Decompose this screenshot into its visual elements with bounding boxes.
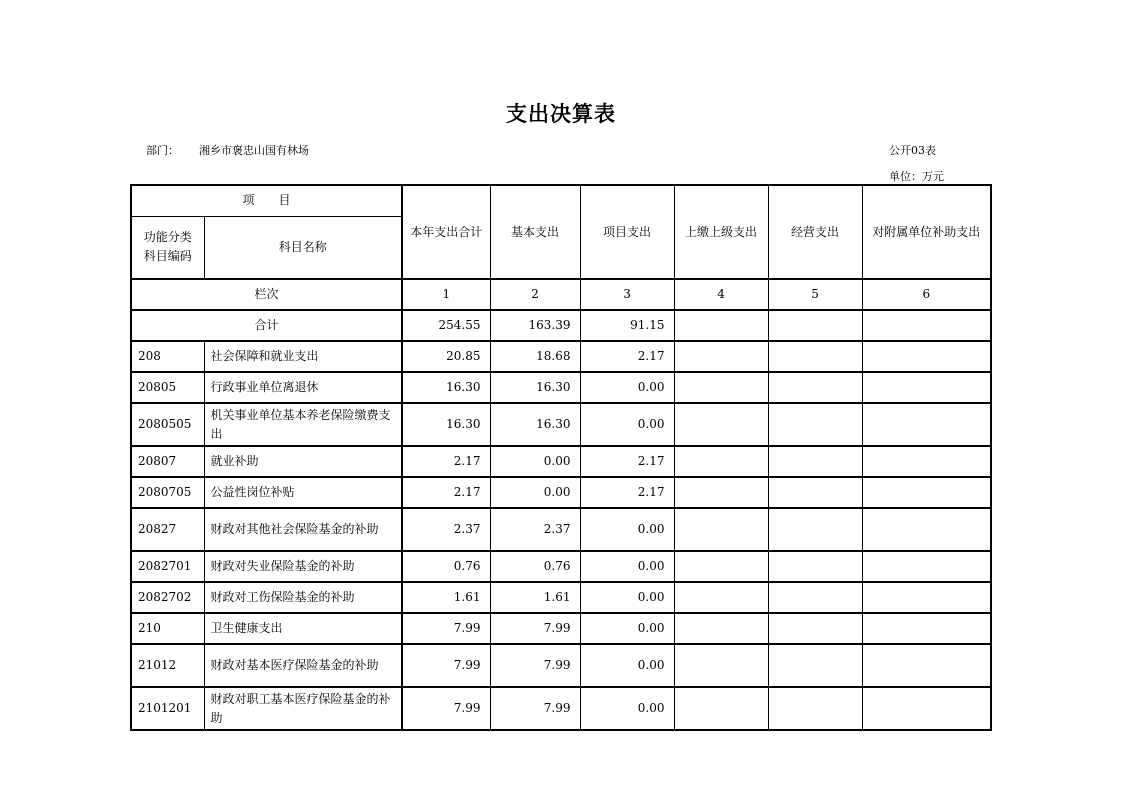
row-value-cell	[862, 403, 991, 446]
table-row	[131, 508, 991, 551]
header-subject-name: 科目名称	[204, 216, 402, 279]
row-value-cell	[768, 508, 862, 551]
table-row	[131, 613, 991, 644]
row-value-cell	[674, 687, 768, 730]
row-value-cell: 7.99	[402, 644, 490, 687]
row-value-cell	[674, 582, 768, 613]
row-subject-name: 财政对基本医疗保险基金的补助	[204, 644, 402, 687]
row-value-cell	[862, 477, 991, 508]
department-name: 湘乡市褒忠山国有林场	[199, 144, 309, 157]
header-operating: 经营支出	[768, 185, 862, 279]
row-value-cell: 16.30	[490, 403, 580, 446]
row-value-cell: 7.99	[490, 644, 580, 687]
row-value-cell: 7.99	[490, 687, 580, 730]
row-value-cell	[862, 644, 991, 687]
row-code: 2080505	[131, 403, 204, 446]
table-row	[131, 446, 991, 477]
row-value-cell: 1.61	[402, 582, 490, 613]
row-subject-name: 财政对失业保险基金的补助	[204, 551, 402, 582]
row-value-cell	[768, 372, 862, 403]
row-value-cell: 1.61	[490, 582, 580, 613]
row-value-cell: 2.37	[402, 508, 490, 551]
row-value-cell: 16.30	[490, 372, 580, 403]
row-subject-name: 财政对工伤保险基金的补助	[204, 582, 402, 613]
total-cell: 163.39	[490, 310, 580, 341]
row-subject-name: 社会保障和就业支出	[204, 341, 402, 372]
column-index: 4	[674, 279, 768, 310]
column-index: 3	[580, 279, 674, 310]
row-value-cell	[862, 551, 991, 582]
row-value-cell: 2.17	[402, 446, 490, 477]
row-value-cell	[862, 508, 991, 551]
row-value-cell: 16.30	[402, 403, 490, 446]
row-value-cell	[674, 341, 768, 372]
table-row	[131, 403, 991, 446]
row-subject-name: 行政事业单位离退休	[204, 372, 402, 403]
row-code: 2080705	[131, 477, 204, 508]
column-index: 2	[490, 279, 580, 310]
row-value-cell	[674, 446, 768, 477]
row-code: 20805	[131, 372, 204, 403]
row-value-cell: 16.30	[402, 372, 490, 403]
row-value-cell: 2.17	[402, 477, 490, 508]
total-cell	[768, 310, 862, 341]
row-value-cell: 7.99	[402, 687, 490, 730]
row-value-cell	[862, 582, 991, 613]
header-upper-payment: 上缴上级支出	[674, 185, 768, 279]
table-row	[131, 477, 991, 508]
header-project-expenditure: 项目支出	[580, 185, 674, 279]
row-value-cell: 18.68	[490, 341, 580, 372]
column-index: 6	[862, 279, 991, 310]
table-row	[131, 372, 991, 403]
expenditure-table	[130, 184, 992, 731]
row-value-cell	[768, 582, 862, 613]
row-value-cell	[674, 551, 768, 582]
row-code: 2101201	[131, 687, 204, 730]
total-cell	[674, 310, 768, 341]
row-value-cell	[674, 644, 768, 687]
row-value-cell: 0.00	[490, 446, 580, 477]
row-value-cell	[862, 372, 991, 403]
table-row	[131, 644, 991, 687]
row-code: 21012	[131, 644, 204, 687]
row-code: 2082701	[131, 551, 204, 582]
row-code: 208	[131, 341, 204, 372]
header-total: 本年支出合计	[402, 185, 490, 279]
total-cell: 91.15	[580, 310, 674, 341]
row-value-cell: 0.00	[580, 613, 674, 644]
row-value-cell: 0.00	[580, 551, 674, 582]
table-row	[131, 341, 991, 372]
row-value-cell: 2.37	[490, 508, 580, 551]
row-subject-name: 机关事业单位基本养老保险缴费支出	[204, 403, 402, 446]
row-value-cell	[674, 508, 768, 551]
unit-label: 单位：万元	[889, 170, 944, 183]
row-code: 20827	[131, 508, 204, 551]
row-value-cell	[862, 446, 991, 477]
row-value-cell: 2.17	[580, 341, 674, 372]
row-subject-name: 就业补助	[204, 446, 402, 477]
total-cell: 254.55	[402, 310, 490, 341]
table-row	[131, 687, 991, 730]
header-subsidy: 对附属单位补助支出	[862, 185, 991, 279]
column-index: 1	[402, 279, 490, 310]
header-basic: 基本支出	[490, 185, 580, 279]
row-value-cell: 20.85	[402, 341, 490, 372]
row-value-cell	[768, 687, 862, 730]
column-index: 5	[768, 279, 862, 310]
row-value-cell	[768, 403, 862, 446]
row-value-cell	[768, 341, 862, 372]
column-index-label: 栏次	[131, 279, 402, 310]
row-value-cell: 2.17	[580, 446, 674, 477]
row-subject-name: 卫生健康支出	[204, 613, 402, 644]
row-value-cell: 0.76	[490, 551, 580, 582]
table-row	[131, 582, 991, 613]
row-code: 210	[131, 613, 204, 644]
row-value-cell: 0.00	[580, 372, 674, 403]
row-value-cell: 0.00	[580, 403, 674, 446]
row-value-cell: 7.99	[402, 613, 490, 644]
row-code: 20807	[131, 446, 204, 477]
row-subject-name: 公益性岗位补贴	[204, 477, 402, 508]
total-row-label: 合计	[131, 310, 402, 341]
row-value-cell	[862, 687, 991, 730]
row-value-cell	[674, 477, 768, 508]
row-value-cell	[862, 613, 991, 644]
row-value-cell: 0.00	[580, 582, 674, 613]
row-value-cell	[768, 644, 862, 687]
department-label: 部门：	[146, 144, 179, 157]
row-value-cell: 0.00	[490, 477, 580, 508]
row-value-cell	[674, 403, 768, 446]
row-value-cell: 2.17	[580, 477, 674, 508]
row-value-cell: 0.76	[402, 551, 490, 582]
row-value-cell	[768, 613, 862, 644]
row-value-cell: 0.00	[580, 644, 674, 687]
form-number: 公开03表	[889, 144, 936, 157]
row-value-cell	[768, 446, 862, 477]
row-code: 2082702	[131, 582, 204, 613]
row-value-cell	[674, 613, 768, 644]
total-cell	[862, 310, 991, 341]
table-row	[131, 551, 991, 582]
page-title: 支出决算表	[506, 102, 616, 126]
row-subject-name: 财政对职工基本医疗保险基金的补助	[204, 687, 402, 730]
row-value-cell	[768, 477, 862, 508]
row-value-cell: 0.00	[580, 687, 674, 730]
row-value-cell: 0.00	[580, 508, 674, 551]
row-value-cell	[674, 372, 768, 403]
header-project: 项 目	[131, 185, 402, 216]
row-subject-name: 财政对其他社会保险基金的补助	[204, 508, 402, 551]
row-value-cell	[862, 341, 991, 372]
row-value-cell	[768, 551, 862, 582]
header-func-code: 功能分类科目编码	[131, 216, 204, 279]
row-value-cell: 7.99	[490, 613, 580, 644]
